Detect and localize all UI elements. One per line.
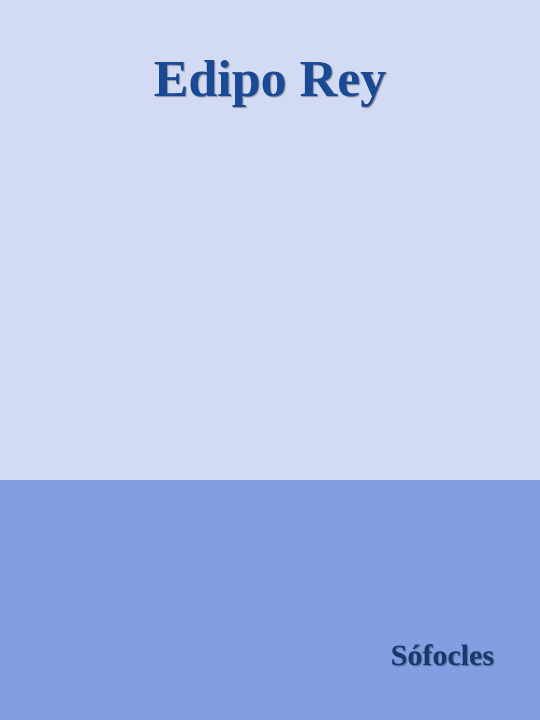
book-author: Sófocles [390, 639, 494, 672]
book-title: Edipo Rey [153, 51, 387, 108]
cover-bottom-panel [0, 480, 540, 720]
